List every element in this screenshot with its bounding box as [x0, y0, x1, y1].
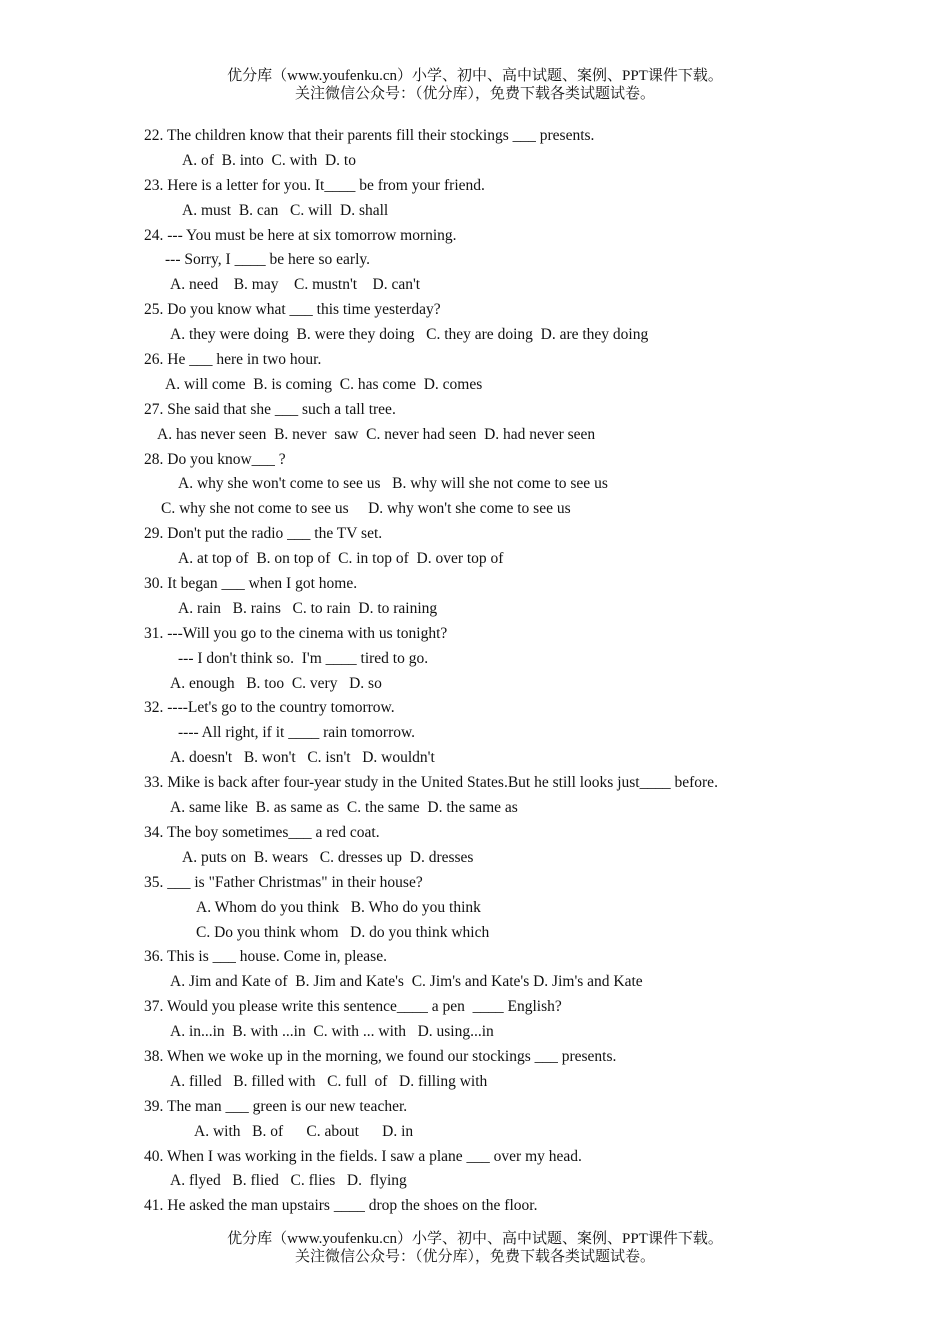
option-line: ---- All right, if it ____ rain tomorrow. [178, 724, 416, 742]
option-line: A. why she won't come to see us B. why will she not come to see us [178, 475, 608, 493]
option-line: A. with B. of C. about D. in [194, 1122, 414, 1140]
option-line: A. at top of B. on top of C. in top of D. over top of [178, 550, 504, 568]
option-line: A. Whom do you think B. Who do you think [196, 898, 481, 916]
option-line: A. will come B. is coming C. has come D. comes [165, 375, 483, 393]
option-line: C. why she not come to see us D. why won't she come to see us [161, 500, 571, 518]
question-line: 25. Do you know what ___ this time yesterday? [144, 301, 441, 319]
question-line: 24. --- You must be here at six tomorrow morning. [144, 226, 457, 244]
option-line: A. of B. into C. with D. to [182, 151, 356, 169]
question-line: 27. She said that she ___ such a tall tree. [144, 400, 396, 418]
option-line: A. same like B. as same as C. the same D. the same as [170, 799, 518, 817]
question-line: 34. The boy sometimes___ a red coat. [144, 823, 380, 841]
question-line: 35. ___ is "Father Christmas" in their house? [144, 873, 423, 891]
header-line-2: 关注微信公众号：（优分库），免费下载各类试题试卷。 [294, 86, 655, 102]
option-line: A. Jim and Kate of B. Jim and Kate's C. Jim's and Kate's D. Jim's and Kate [170, 973, 643, 991]
page-footer [0, 1230, 950, 1266]
header-line-1: 优分库（www.youfenku.cn）小学、初中、高中试题、案例、PPT课件下载。 [227, 68, 723, 84]
question-line: 26. He ___ here in two hour. [144, 351, 322, 369]
option-line: C. Do you think whom D. do you think which [196, 923, 490, 941]
question-line: 39. The man ___ green is our new teacher. [144, 1097, 408, 1115]
option-line: A. doesn't B. won't C. isn't D. wouldn't [170, 749, 435, 767]
question-list [0, 124, 950, 1219]
question-line: 36. This is ___ house. Come in, please. [144, 948, 387, 966]
page-header [0, 67, 950, 103]
question-line: 31. ---Will you go to the cinema with us tonight? [144, 624, 448, 642]
option-line: A. enough B. too C. very D. so [170, 674, 382, 692]
question-line: 22. The children know that their parents fill their stockings ___ presents. [144, 127, 595, 144]
question-line: 41. He asked the man upstairs ____ drop the shoes on the floor. [144, 1197, 538, 1215]
option-line: --- Sorry, I ____ be here so early. [165, 251, 371, 269]
footer-line-2: 关注微信公众号：（优分库），免费下载各类试题试卷。 [294, 1249, 655, 1265]
option-line: A. they were doing B. were they doing C. they are doing D. are they doing [170, 326, 649, 344]
question-line: 33. Mike is back after four-year study in the United States.But he still looks just____ before. [144, 774, 718, 792]
option-line: A. filled B. filled with C. full of D. filling with [170, 1072, 488, 1090]
question-line: 40. When I was working in the fields. I saw a plane ___ over my head. [144, 1147, 582, 1165]
question-line: 28. Do you know___ ? [144, 450, 286, 468]
question-line: 38. When we woke up in the morning, we found our stockings ___ presents. [144, 1047, 617, 1065]
option-line: A. has never seen B. never saw C. never had seen D. had never seen [157, 425, 596, 443]
question-line: 29. Don't put the radio ___ the TV set. [144, 525, 383, 543]
question-line: 32. ----Let's go to the country tomorrow. [144, 699, 395, 717]
option-line: --- I don't think so. I'm ____ tired to go. [178, 649, 429, 667]
option-line: A. puts on B. wears C. dresses up D. dresses [182, 848, 474, 866]
question-line: 23. Here is a letter for you. It____ be from your friend. [144, 176, 485, 194]
option-line: A. flyed B. flied C. flies D. flying [170, 1172, 407, 1190]
footer-line-1: 优分库（www.youfenku.cn）小学、初中、高中试题、案例、PPT课件下载。 [227, 1231, 723, 1247]
option-line: A. in...in B. with ...in C. with ... with D. using...in [170, 1023, 494, 1041]
option-line: A. need B. may C. mustn't D. can't [170, 276, 421, 294]
option-line: A. rain B. rains C. to rain D. to raining [178, 599, 438, 617]
question-line: 30. It began ___ when I got home. [144, 575, 358, 593]
option-line: A. must B. can C. will D. shall [182, 201, 389, 219]
question-line: 37. Would you please write this sentence____ a pen ____ English? [144, 998, 562, 1016]
